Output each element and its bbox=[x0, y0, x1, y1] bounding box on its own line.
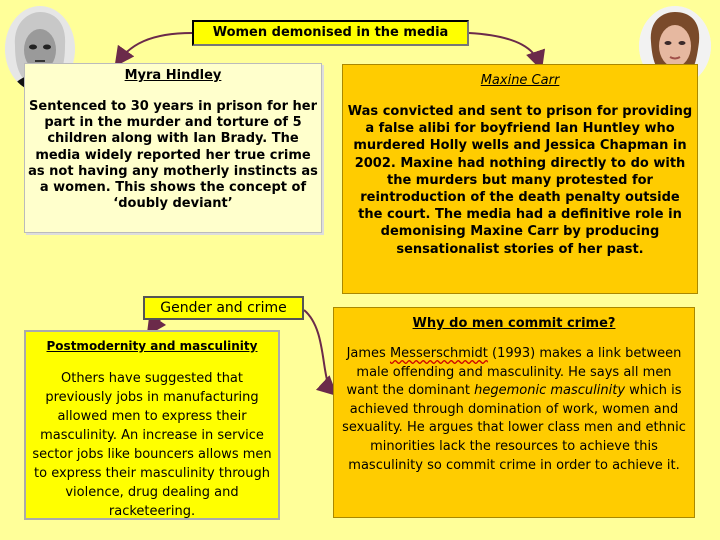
arrow-title-to-maxine bbox=[469, 33, 540, 65]
title-box bbox=[192, 20, 469, 46]
hegemonic-masculinity-term: hegemonic masculinity bbox=[474, 383, 626, 399]
why-text-part-5: which is achieved through domination of work, women and sexuality. He argues that lower class men and ethnic minorities lack the resources to achieve this masculinity so commit crime in order to achieve it. bbox=[342, 383, 686, 473]
messerschmidt-name: Messerschmidt bbox=[389, 346, 488, 361]
arrow-gender-to-why bbox=[304, 310, 333, 392]
maxine-carr-text: Was convicted and sent to prison for providing a false alibi for boyfriend Ian Huntley who murdered Holly wells and Jessica Chapman in 2002. Maxine had nothing directly to do with the murders but many protested for reintroduction of the death penalty outside the court. The media had a definitive role in demonising Maxine Carr by producing sensationalist stories of her past. bbox=[347, 104, 693, 257]
gender-and-crime-box bbox=[143, 296, 304, 320]
postmodernity-heading: Postmodernity and masculinity bbox=[46, 339, 258, 353]
why-text-part-1: James bbox=[346, 346, 390, 361]
gender-and-crime-label: Gender and crime bbox=[160, 300, 287, 316]
arrow-title-to-myra bbox=[118, 33, 192, 62]
myra-hindley-text: Sentenced to 30 years in prison for her part in the murder and torture of 5 children along with Ian Brady. The media widely reported her true crime as not having any motherly instincts as a women. This shows the concept of ‘doubly deviant’ bbox=[28, 99, 318, 212]
title-text: Women demonised in the media bbox=[212, 25, 449, 40]
why-men-commit-crime-box bbox=[333, 307, 695, 518]
maxine-carr-box bbox=[342, 64, 698, 294]
why-text-part-3: (1993) makes a link between male offending and masculinity. He says all men want the dominant bbox=[346, 346, 682, 399]
postmodernity-text: Others have suggested that previously jobs in manufacturing allowed men to express their masculinity. An increase in service sector jobs like bouncers allows men to express their masculinity through violence, drug dealing and racketeering. bbox=[32, 371, 272, 519]
myra-hindley-box bbox=[24, 63, 322, 233]
postmodernity-box bbox=[24, 330, 280, 520]
myra-hindley-heading: Myra Hindley bbox=[124, 68, 222, 83]
why-men-commit-crime-heading: Why do men commit crime? bbox=[412, 316, 616, 331]
why-men-commit-crime-text bbox=[340, 345, 688, 475]
maxine-carr-heading: Maxine Carr bbox=[480, 73, 560, 88]
